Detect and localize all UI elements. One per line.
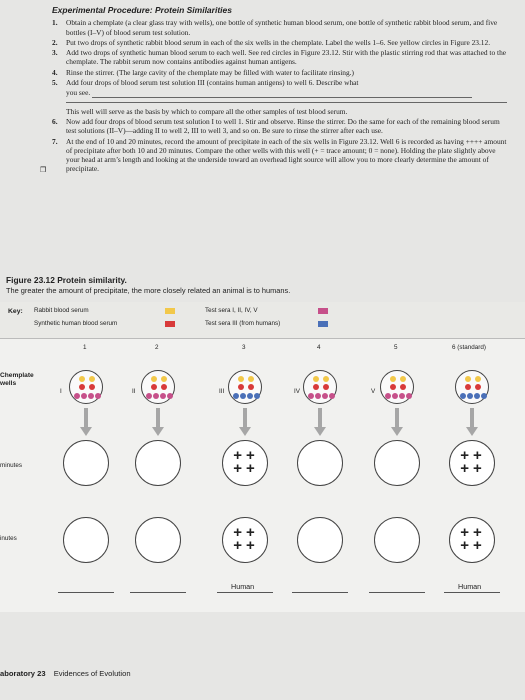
serum-drop	[475, 384, 481, 390]
well-roman-label: V	[371, 388, 376, 395]
step-3	[52, 48, 507, 67]
serum-drop	[89, 384, 95, 390]
step-text: At the end of 10 and 20 minutes, record the amount of precipitate in each of the six wells in Figure 23.12. Well 6 is recorded as having ++++ amount of precipitate after both 10 and 20 minutes. Compare the other wells with this well (+ = trace amount; 0 = none). Holding the plate slightly above your head at arm’s length and looking at the underside toward an overhead light source will allow you to more clearly determine the amount of precipitate.	[66, 136, 507, 174]
answer-blank-line[interactable]	[66, 102, 507, 103]
serum-drop	[238, 376, 244, 382]
serum-drop	[81, 393, 87, 399]
down-arrow-icon	[243, 408, 247, 428]
key-item-rabbit: Rabbit blood serum	[34, 307, 89, 314]
protein-similarity-figure	[0, 302, 525, 612]
procedure-section	[52, 6, 507, 175]
serum-drop	[238, 384, 244, 390]
serum-drop	[313, 376, 319, 382]
well-number-label: 1	[83, 344, 87, 351]
step-4	[52, 68, 507, 77]
step-7	[52, 137, 507, 174]
chemplate-well[interactable]	[380, 370, 414, 404]
answer-text: Human	[458, 582, 482, 591]
you-see-label: you see.	[66, 88, 91, 98]
footer-title: Evidences of Evolution	[53, 669, 131, 678]
serum-drop	[322, 393, 328, 399]
serum-drop	[248, 376, 254, 382]
precipitate-10-min-circle[interactable]	[449, 440, 495, 486]
serum-drop	[233, 393, 239, 399]
answer-line[interactable]	[292, 592, 348, 593]
step-2	[52, 38, 507, 47]
precipitate-20-min-circle[interactable]	[222, 517, 268, 563]
step-6	[52, 117, 507, 136]
serum-drop	[475, 376, 481, 382]
step-number: 3.	[52, 48, 58, 58]
row-label-10-min: minutes	[0, 462, 23, 469]
step-number: 5.	[52, 78, 58, 88]
serum-drop	[474, 393, 480, 399]
key-swatch-rabbit	[165, 308, 175, 314]
answer-line[interactable]	[130, 592, 186, 593]
precipitate-10-min-circle[interactable]	[297, 440, 343, 486]
serum-drop	[248, 384, 254, 390]
step-1	[52, 18, 507, 37]
baseline-note	[52, 107, 507, 116]
serum-drop	[329, 393, 335, 399]
well-roman-label: I	[60, 388, 62, 395]
well-number-label: 5	[394, 344, 398, 351]
serum-drop	[385, 393, 391, 399]
precipitate-mark: ++ ++	[460, 524, 486, 554]
chemplate-well[interactable]	[228, 370, 262, 404]
down-arrow-icon	[391, 427, 403, 436]
precipitate-10-min-circle[interactable]	[374, 440, 420, 486]
precipitate-20-min-circle[interactable]	[297, 517, 343, 563]
key-item-test-sera: Test sera I, II, IV, V	[205, 307, 258, 314]
wells-label: wells	[0, 380, 17, 387]
serum-drop	[240, 393, 246, 399]
key-swatch-test-sera-iii	[318, 321, 328, 327]
down-arrow-icon	[395, 408, 399, 428]
serum-drop	[79, 384, 85, 390]
serum-drop	[146, 393, 152, 399]
answer-blank[interactable]	[92, 89, 472, 98]
down-arrow-icon	[318, 408, 322, 428]
well-number-label: 6 (standard)	[452, 344, 486, 351]
answer-text: Human	[231, 582, 255, 591]
chemplate-well[interactable]	[455, 370, 489, 404]
procedure-title: Experimental Procedure: Protein Similarities	[52, 5, 232, 15]
precipitate-20-min-circle[interactable]	[449, 517, 495, 563]
precipitate-20-min-circle[interactable]	[374, 517, 420, 563]
well-number-label: 4	[317, 344, 321, 351]
serum-drop	[460, 393, 466, 399]
key-swatch-test-sera	[318, 308, 328, 314]
serum-drop	[315, 393, 321, 399]
precipitate-20-min-circle[interactable]	[63, 517, 109, 563]
precipitate-mark: ++ ++	[233, 447, 259, 477]
serum-drop	[89, 376, 95, 382]
serum-drop	[400, 376, 406, 382]
serum-drop	[313, 384, 319, 390]
serum-drop	[392, 393, 398, 399]
step-text: Add two drops of synthetic human blood serum to each well. See red circles in Figure 23.12. Stir with the plastic stirring rod that was attached to the chemplate. The rabbit serum now contains antibodies against human antigens.	[66, 48, 507, 67]
serum-drop	[153, 393, 159, 399]
answer-line[interactable]	[444, 592, 500, 593]
figure-caption: The greater the amount of precipitate, the more closely related an animal is to humans.	[6, 286, 291, 295]
precipitate-mark: ++ ++	[233, 524, 259, 554]
well-number-label: 3	[242, 344, 246, 351]
chemplate-well[interactable]	[141, 370, 175, 404]
answer-line[interactable]	[58, 592, 114, 593]
down-arrow-icon	[80, 427, 92, 436]
serum-drop	[254, 393, 260, 399]
chemplate-well[interactable]	[69, 370, 103, 404]
key-item-human: Synthetic human blood serum	[34, 320, 118, 327]
step-text: Obtain a chemplate (a clear glass tray with wells), one bottle of synthetic human blood serum, one bottle of synthetic rabbit blood serum, and five bottles (I–V) of blood serum test solution.	[66, 18, 498, 37]
serum-drop	[74, 393, 80, 399]
step-text: Rinse the stirrer. (The large cavity of the chemplate may be filled with water to facilitate rinsing.)	[66, 67, 354, 77]
serum-drop	[167, 393, 173, 399]
chemplate-well[interactable]	[303, 370, 337, 404]
step-text: Now add four drops of blood serum test solution I to well 1. Stir and observe. Rinse the stirrer. Do the same for each of the remaining blood serum test solutions (II–V)—adding II to well 2, III to well 3, and so on. Be sure to rinse the stirrer after each use.	[66, 116, 500, 136]
down-arrow-icon	[152, 427, 164, 436]
serum-drop	[323, 376, 329, 382]
step-number: 4.	[52, 67, 58, 77]
precipitate-mark: ++ ++	[460, 447, 486, 477]
chemplate-wells-label	[0, 372, 34, 388]
serum-drop	[467, 393, 473, 399]
serum-drop	[88, 393, 94, 399]
serum-drop	[79, 376, 85, 382]
baseline-text: This well will serve as the basis by which to compare all the other samples of test blood serum.	[66, 106, 348, 116]
key-label: Key:	[8, 308, 23, 315]
serum-drop	[481, 393, 487, 399]
figure-title: Figure 23.12 Protein similarity.	[6, 275, 127, 285]
serum-drop	[95, 393, 101, 399]
chemplate-label: Chemplate	[0, 372, 34, 379]
step-text: Add four drops of blood serum test solution III (contains human antigens) to well 6. Describe what	[66, 78, 359, 88]
step-number: 2.	[52, 37, 58, 47]
step-number: 6.	[52, 116, 58, 126]
down-arrow-icon	[84, 408, 88, 428]
answer-line[interactable]	[369, 592, 425, 593]
figure-key	[0, 302, 525, 339]
precipitate-10-min-circle[interactable]	[222, 440, 268, 486]
step-5-answer	[52, 88, 507, 97]
serum-drop	[247, 393, 253, 399]
serum-drop	[151, 384, 157, 390]
well-roman-label: II	[132, 388, 136, 395]
step-text: Put two drops of synthetic rabbit blood serum in each of the six wells in the chemplate. Label the wells 1–6. See yellow circles in Figure 23.12.	[66, 37, 491, 47]
down-arrow-icon	[239, 427, 251, 436]
figure-header	[0, 275, 525, 295]
well-roman-label: III	[219, 388, 225, 395]
key-item-test-sera-iii: Test sera III (from humans)	[205, 320, 281, 327]
page-footer	[0, 669, 131, 678]
checkbox-marker-icon: ❒	[40, 167, 47, 174]
answer-line[interactable]	[217, 592, 273, 593]
serum-drop	[400, 384, 406, 390]
step-number: 1.	[52, 18, 58, 28]
step-5	[52, 78, 507, 87]
serum-drop	[399, 393, 405, 399]
serum-drop	[151, 376, 157, 382]
precipitate-10-min-circle[interactable]	[135, 440, 181, 486]
serum-drop	[406, 393, 412, 399]
precipitate-20-min-circle[interactable]	[135, 517, 181, 563]
serum-drop	[465, 384, 471, 390]
serum-drop	[161, 384, 167, 390]
precipitate-10-min-circle[interactable]	[63, 440, 109, 486]
down-arrow-icon	[466, 427, 478, 436]
serum-drop	[390, 384, 396, 390]
serum-drop	[161, 376, 167, 382]
down-arrow-icon	[470, 408, 474, 428]
serum-drop	[308, 393, 314, 399]
well-roman-label: IV	[294, 388, 300, 395]
down-arrow-icon	[156, 408, 160, 428]
serum-drop	[465, 376, 471, 382]
key-swatch-human	[165, 321, 175, 327]
footer-page: aboratory 23	[0, 669, 46, 678]
serum-drop	[390, 376, 396, 382]
well-number-label: 2	[155, 344, 159, 351]
serum-drop	[160, 393, 166, 399]
step-number: 7.	[52, 136, 58, 146]
row-label-20-min: inutes	[0, 535, 17, 542]
serum-drop	[323, 384, 329, 390]
down-arrow-icon	[314, 427, 326, 436]
